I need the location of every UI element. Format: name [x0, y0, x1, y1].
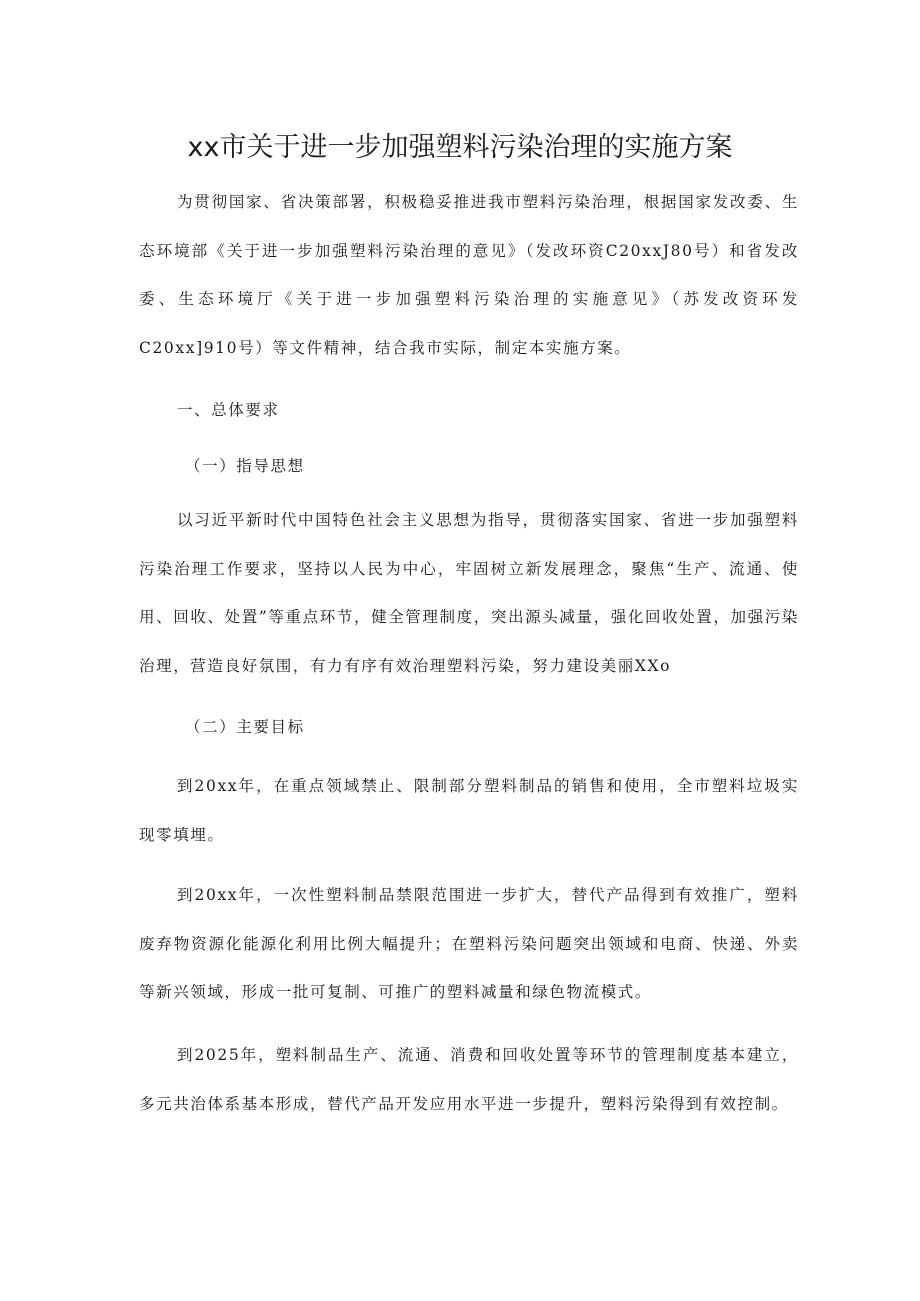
intro-paragraph: 为贯彻国家、省决策部署，积极稳妥推进我市塑料污染治理，根据国家发改委、生态环境部《关于进一步加强塑料污染治理的意见》（发改环资C20xxJ80号）和省发改委、生态环境厅《关于进一步加强塑料污染治理的实施意见》（苏发改资环发C20xx]910号）等文件精神，结合我市实际，制定本实施方案。	[139, 193, 799, 357]
document-title: xx市关于进一步加强塑料污染治理的实施方案	[187, 132, 733, 163]
guiding-thought-paragraph: 以习近平新时代中国特色社会主义思想为指导，贯彻落实国家、省进一步加强塑料污染治理工作要求，坚持以人民为中心，牢固树立新发展理念，聚焦“生产、流通、使用、回收、处置”等重点环节，健全管理制度，突出源头减量，强化回收处置，加强污染治理，营造良好氛围，有力有序有效治理塑料污染，努力建设美丽XXo	[139, 511, 799, 675]
section-heading-general-requirements: 一、总体要求	[177, 401, 280, 419]
goal-paragraph-1: 到20xx年，在重点领域禁止、限制部分塑料制品的销售和使用，全市塑料垃圾实现零填埋。	[139, 777, 799, 844]
goal-paragraph-2: 到20xx年，一次性塑料制品禁限范围进一步扩大，替代产品得到有效推广，塑料废弃物资源化能源化利用比例大幅提升；在塑料污染问题突出领域和电商、快递、外卖等新兴领域，形成一批可复制、可推广的塑料减量和绿色物流模式。	[139, 886, 799, 1001]
subsection-heading-main-goals: （二）主要目标	[185, 718, 305, 736]
subsection-heading-guiding-thought: （一）指导思想	[185, 457, 305, 475]
goal-paragraph-3: 到2025年，塑料制品生产、流通、消费和回收处置等环节的管理制度基本建立，多元共治体系基本形成，替代产品开发应用水平进一步提升，塑料污染得到有效控制。	[139, 1046, 799, 1113]
